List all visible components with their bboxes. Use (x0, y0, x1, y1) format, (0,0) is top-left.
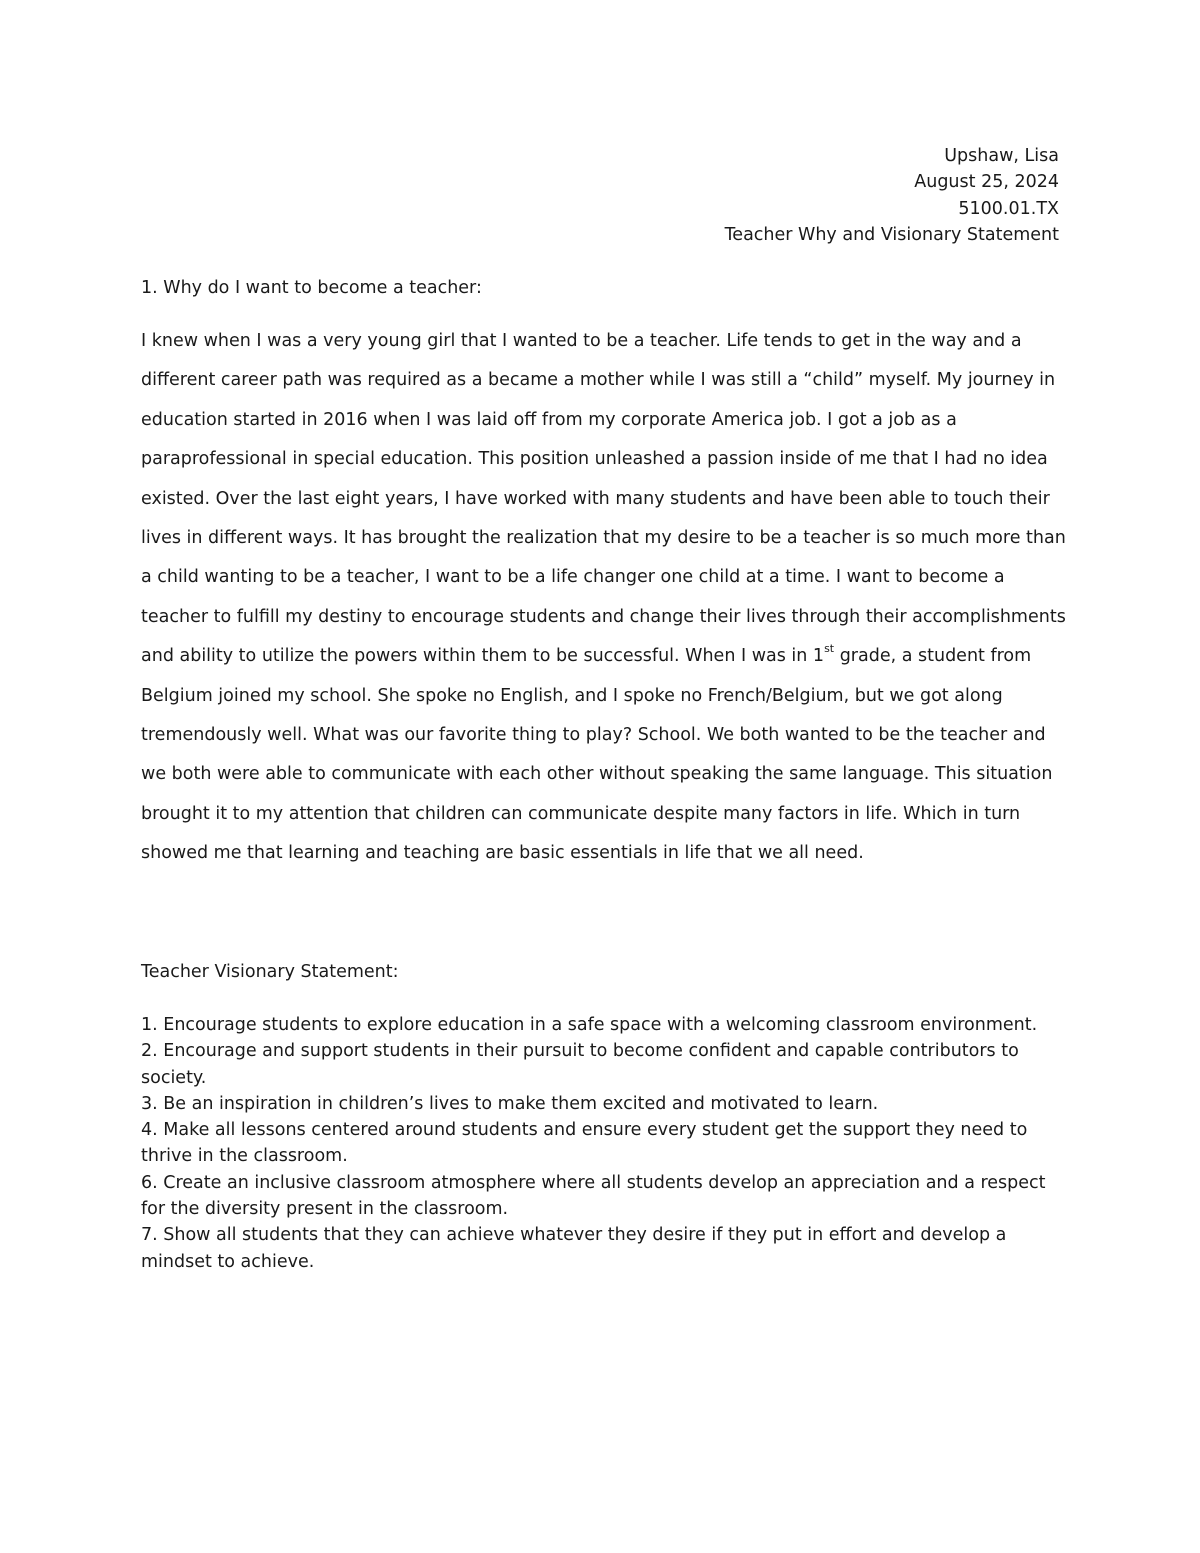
document-title: Teacher Why and Visionary Statement (724, 224, 1059, 245)
essay-text: grade, a student from (834, 646, 1032, 667)
essay-line: we both were able to communicate with each other without speaking the same language. This situation (141, 764, 1053, 785)
vision-item: 6. Create an inclusive classroom atmosphere where all students develop an appreciation and a respect (141, 1172, 1046, 1193)
essay-line: different career path was required as a became a mother while I was still a “child” myself. My journey in (141, 370, 1056, 391)
document-date: August 25, 2024 (914, 172, 1059, 193)
essay-line: showed me that learning and teaching are basic essentials in life that we all need. (141, 843, 864, 864)
vision-list (141, 1012, 1071, 1275)
vision-item-continuation: mindset to achieve. (141, 1251, 315, 1272)
essay-line: I knew when I was a very young girl that I wanted to be a teacher. Life tends to get in the way and a (141, 331, 1022, 351)
vision-item-continuation: society. (141, 1067, 207, 1088)
essay-paragraph (141, 327, 1071, 878)
vision-item-continuation: thrive in the classroom. (141, 1146, 348, 1167)
question-heading: 1. Why do I want to become a teacher: (141, 278, 482, 298)
essay-line: brought it to my attention that children can communicate despite many factors in life. Which in turn (141, 803, 1021, 824)
essay-text: and ability to utilize the powers within them to be successful. When I was in 1 (141, 646, 825, 667)
ordinal-superscript: st (824, 642, 835, 656)
essay-line: paraprofessional in special education. This position unleashed a passion inside of me that I had no idea (141, 449, 1048, 470)
vision-item: 2. Encourage and support students in their pursuit to become confident and capable contributors to (141, 1041, 1019, 1062)
essay-line: tremendously well. What was our favorite thing to play? School. We both wanted to be the teacher and (141, 724, 1046, 745)
essay-line: a child wanting to be a teacher, I want to be a life changer one child at a time. I want to become a (141, 567, 1005, 588)
vision-item: 7. Show all students that they can achieve whatever they desire if they put in effort and develop a (141, 1225, 1007, 1246)
essay-line (141, 642, 1071, 681)
vision-item: 4. Make all lessons centered around students and ensure every student get the support they need to (141, 1120, 1028, 1141)
author-name: Upshaw, Lisa (944, 146, 1059, 166)
vision-item-continuation: for the diversity present in the classroom. (141, 1199, 509, 1220)
vision-item: 3. Be an inspiration in children’s lives to make them excited and motivated to learn. (141, 1093, 879, 1114)
vision-item: 1. Encourage students to explore education in a safe space with a welcoming classroom environment. (141, 1015, 1038, 1035)
vision-heading: Teacher Visionary Statement: (141, 962, 399, 982)
essay-line: lives in different ways. It has brought the realization that my desire to be a teacher is so much more than (141, 527, 1066, 548)
header-block (725, 143, 1059, 248)
course-code: 5100.01.TX (958, 198, 1059, 219)
essay-line: existed. Over the last eight years, I have worked with many students and have been able to touch their (141, 488, 1050, 509)
essay-line: Belgium joined my school. She spoke no English, and I spoke no French/Belgium, but we got along (141, 685, 1003, 706)
essay-line: teacher to fulfill my destiny to encourage students and change their lives through their accomplishments (141, 606, 1066, 627)
essay-line: education started in 2016 when I was laid off from my corporate America job. I got a job as a (141, 409, 957, 430)
